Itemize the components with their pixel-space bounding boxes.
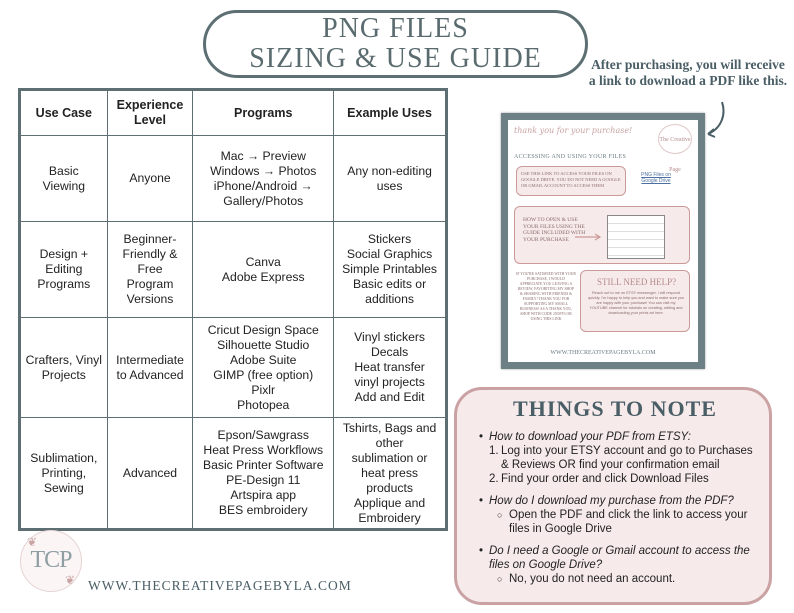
title-line-1: PNG FILES xyxy=(322,13,469,44)
table-row xyxy=(20,136,447,222)
cell-use-case: Basic Viewing xyxy=(20,136,108,222)
cell-examples: Any non-editing uses xyxy=(334,136,447,222)
cell-use-case: Sublimation, Printing, Sewing xyxy=(20,418,108,530)
table-header-row xyxy=(20,90,447,136)
pdf-preview-image xyxy=(501,113,705,369)
preview-mini-table xyxy=(607,215,665,259)
note-steps xyxy=(489,444,755,486)
arrow-right-icon xyxy=(575,233,603,241)
note-question-1: • How to download your PDF from ETSY: xyxy=(489,430,755,444)
cell-examples: Stickers Social Graphics Simple Printables Basic edits or additions xyxy=(334,222,447,318)
note-step-2: 2. Find your order and click Download Files xyxy=(489,473,709,485)
cell-programs: Mac → Preview Windows → Photos iPhone/Android → Gallery/Photos xyxy=(193,136,334,222)
cell-programs: Cricut Design Space Silhouette Studio Adobe Suite GIMP (free option) Pixlr Photopea xyxy=(193,318,334,418)
after-purchase-note: After purchasing, you will receive a link to download a PDF like this. xyxy=(588,57,788,88)
preview-logo: The Creative Page xyxy=(658,124,692,154)
cell-programs: Epson/Sawgrass Heat Press Workflows Basic Printer Software PE-Design 11 Artspira app BES embroidery xyxy=(193,418,334,530)
header-example-uses: Example Uses xyxy=(334,90,447,136)
preview-footer: WWW.THECREATIVEPAGEBYLA.COM xyxy=(550,350,656,356)
title-line-2: SIZING & USE GUIDE xyxy=(249,43,542,74)
tcp-logo xyxy=(20,530,82,592)
header-programs: Programs xyxy=(193,90,334,136)
cell-level: Advanced xyxy=(107,418,193,530)
pdf-preview-page xyxy=(508,120,698,362)
header-experience-level: Experience Level xyxy=(107,90,193,136)
preview-title: thank you for your purchase! xyxy=(514,126,633,135)
cell-use-case: Crafters, Vinyl Projects xyxy=(20,318,108,418)
preview-heading: ACCESSING AND USING YOUR FILES xyxy=(514,154,627,160)
preview-drive-link: PNG Files on Google Drive xyxy=(641,172,671,184)
cell-use-case: Design + Editing Programs xyxy=(20,222,108,318)
note-answer-3: ○ No, you do not need an account. xyxy=(509,572,755,586)
cell-programs: Canva Adobe Express xyxy=(193,222,334,318)
preview-review-text: IF YOU'RE SATISFIED WITH YOUR PURCHASE, I WOULD APPRECIATE YOU LEAVING A REVIEW, FAVORITING MY SHOP & SHARING WITH FRIENDS & FAMILY! THANK YOU FOR SUPPORTING MY SMALL BUSINESS! AS A THANK YOU, SHOP WITH CODE 25OFF3 OR USING THIS LINK xyxy=(516,272,576,321)
cell-level: Beginner- Friendly & Free Program Versions xyxy=(107,222,193,318)
table-row xyxy=(20,222,447,318)
preview-help-text: Reach out to me on ETSY messenger. I will respond quickly. I'm happy to help you and want to make sure you are happy with your purchase! You can visit my YOUTUBE channel for tutorials on creating, editing and downloading your prints art here. xyxy=(587,291,685,315)
note-question-3: • Do I need a Google or Gmail account to access the files on Google Drive? xyxy=(489,544,755,572)
note-title: THINGS TO NOTE xyxy=(513,396,717,421)
things-to-note-box xyxy=(454,387,772,605)
cell-level: Anyone xyxy=(107,136,193,222)
preview-help-box xyxy=(580,270,690,332)
preview-guide-box xyxy=(514,206,690,264)
leaf-icon: ❦ xyxy=(27,535,38,549)
table-row xyxy=(20,418,447,530)
cell-level: Intermediate to Advanced xyxy=(107,318,193,418)
header-use-case: Use Case xyxy=(20,90,108,136)
preview-guide-text: HOW TO OPEN & USE YOUR FILES USING THE GUIDE INCLUDED WITH YOUR PURCHASE xyxy=(523,217,586,243)
title-banner xyxy=(203,10,588,78)
note-answer-2: ○ Open the PDF and click the link to access your files in Google Drive xyxy=(509,508,755,536)
leaf-icon: ❦ xyxy=(64,573,75,587)
logo-text: TCP xyxy=(30,547,72,573)
cell-examples: Vinyl stickers Decals Heat transfer vinyl projects Add and Edit xyxy=(334,318,447,418)
cell-examples: Tshirts, Bags and other sublimation or heat press products Applique and Embroidery xyxy=(334,418,447,530)
website-url: WWW.THECREATIVEPAGEBYLA.COM xyxy=(88,578,352,593)
sizing-guide-table xyxy=(18,88,448,531)
table-row xyxy=(20,318,447,418)
note-question-2: • How do I download my purchase from the PDF? xyxy=(489,494,755,508)
preview-access-box: USE THIS LINK TO ACCESS YOUR FILES ON GOOGLE DRIVE. YOU DO NOT NEED A GOOGLE OR GMAIL ACCOUNT TO ACCESS THEM xyxy=(516,166,626,196)
preview-help-title: STILL NEED HELP? xyxy=(597,277,677,287)
note-step-1: 1. Log into your ETSY account and go to Purchases & Reviews OR find your confirmation email xyxy=(489,445,753,471)
